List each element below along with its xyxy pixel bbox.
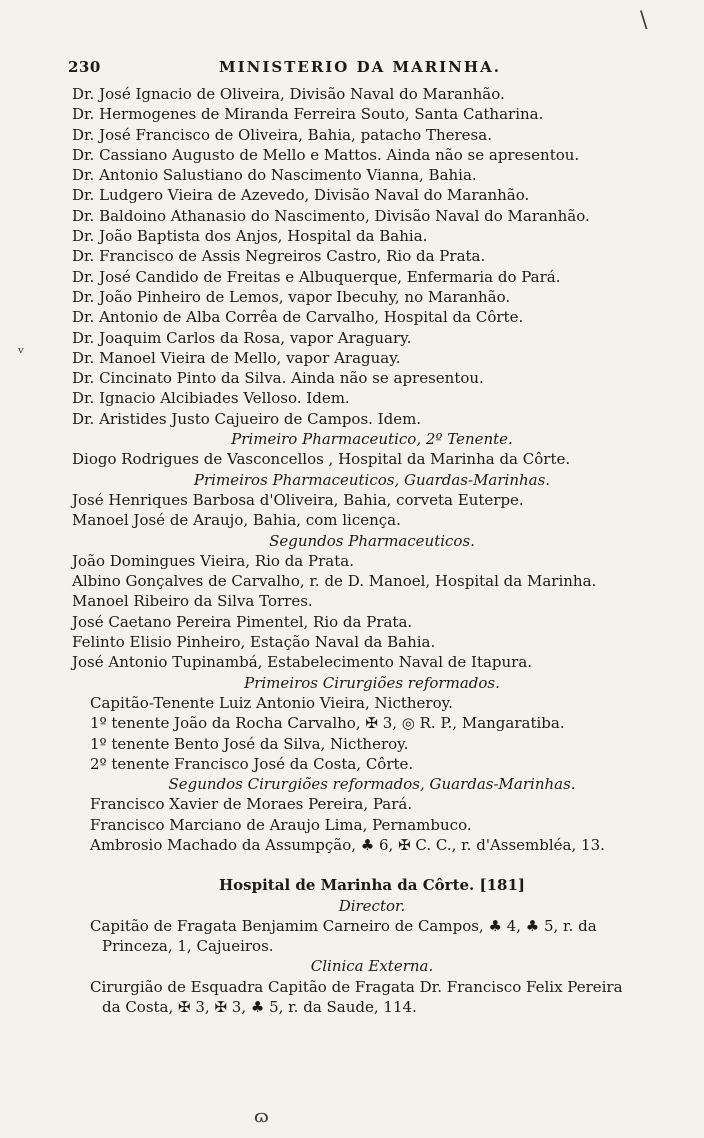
- list-item: 2º tenente Francisco José da Costa, Côrte.: [90, 754, 414, 773]
- list-item: Dr. Aristides Justo Cajueiro de Campos. Idem.: [72, 409, 422, 428]
- hospital-title: Hospital de Marinha da Côrte. [181]: [218, 876, 525, 895]
- section-heading-director: Director.: [338, 896, 406, 915]
- list-item: José Henriques Barbosa d'Oliveira, Bahia, corveta Euterpe.: [72, 490, 524, 509]
- clinica-line: Cirurgião de Esquadra Capitão de Fragata Dr. Francisco Felix Pereira: [90, 977, 623, 996]
- section-gap: [72, 855, 672, 875]
- bottom-scribble: ɷ: [254, 1106, 269, 1127]
- page-header: [60, 58, 660, 82]
- text-body: [72, 84, 672, 1017]
- margin-mark: \: [640, 8, 648, 33]
- list-item: Dr. João Baptista dos Anjos, Hospital da Bahia.: [72, 227, 428, 246]
- list-item: Ambrosio Machado da Assumpção, ♣ 6, ✠ C. C., r. d'Assembléa, 13.: [90, 835, 605, 854]
- list-item: Dr. José Candido de Freitas e Albuquerque, Enfermaria do Pará.: [72, 267, 561, 286]
- section-heading-clinica: Clinica Externa.: [310, 957, 434, 976]
- list-item: João Domingues Vieira, Rio da Prata.: [72, 551, 354, 570]
- list-item: Francisco Marciano de Araujo Lima, Pernambuco.: [90, 815, 472, 834]
- list-item: José Antonio Tupinambá, Estabelecimento Naval de Itapura.: [72, 653, 533, 672]
- list-item: Dr. Cassiano Augusto de Mello e Mattos. Ainda não se apresentou.: [72, 145, 580, 164]
- list-item: Dr. Joaquim Carlos da Rosa, vapor Araguary.: [72, 328, 412, 347]
- section-heading: Primeiro Pharmaceutico, 2º Tenente.: [231, 430, 513, 449]
- list-item: 1º tenente Bento José da Silva, Nictheroy.: [90, 734, 409, 753]
- list-item: Diogo Rodrigues de Vasconcellos , Hospital da Marinha da Côrte.: [72, 450, 571, 469]
- list-item: Dr. Ludgero Vieira de Azevedo, Divisão Naval do Maranhão.: [72, 186, 530, 205]
- list-item: Capitão-Tenente Luiz Antonio Vieira, Nictheroy.: [90, 693, 453, 712]
- margin-check-mark: ᵥ: [18, 338, 24, 357]
- list-item: Dr. Antonio Salustiano do Nascimento Vianna, Bahia.: [72, 166, 477, 185]
- director-line: Capitão de Fragata Benjamim Carneiro de Campos, ♣ 4, ♣ 5, r. da: [90, 916, 597, 935]
- list-item: Dr. Francisco de Assis Negreiros Castro, Rio da Prata.: [72, 247, 486, 266]
- section-heading: Primeiros Pharmaceuticos, Guardas-Marinhas.: [193, 470, 551, 489]
- list-item: Dr. José Francisco de Oliveira, Bahia, patacho Theresa.: [72, 125, 492, 144]
- section-heading: Segundos Pharmaceuticos.: [269, 531, 475, 550]
- running-title: MINISTERIO DA MARINHA.: [219, 58, 501, 76]
- list-item: Manoel José de Araujo, Bahia, com licença.: [72, 511, 401, 530]
- page-number: 230: [68, 58, 101, 76]
- list-item: Dr. Antonio de Alba Corrêa de Carvalho, Hospital da Côrte.: [72, 308, 524, 327]
- list-item: Francisco Xavier de Moraes Pereira, Pará.: [90, 795, 413, 814]
- list-item: José Caetano Pereira Pimentel, Rio da Prata.: [72, 612, 413, 631]
- clinica-line-continued: da Costa, ✠ 3, ✠ 3, ♣ 5, r. da Saude, 114.: [102, 998, 417, 1017]
- director-line-continued: Princeza, 1, Cajueiros.: [102, 937, 274, 956]
- list-item: Dr. Ignacio Alcibiades Velloso. Idem.: [72, 389, 350, 408]
- section-heading: Primeiros Cirurgiões reformados.: [244, 673, 500, 692]
- list-item: Dr. Hermogenes de Miranda Ferreira Souto, Santa Catharina.: [72, 105, 544, 124]
- list-item: Dr. Cincinato Pinto da Silva. Ainda não se apresentou.: [72, 369, 484, 388]
- list-item: Dr. Manoel Vieira de Mello, vapor Araguay.: [72, 348, 401, 367]
- list-item: Dr. Baldoino Athanasio do Nascimento, Divisão Naval do Maranhão.: [72, 206, 590, 225]
- list-item: Dr. João Pinheiro de Lemos, vapor Ibecuhy, no Maranhão.: [72, 287, 511, 306]
- list-item: Manoel Ribeiro da Silva Torres.: [72, 592, 313, 611]
- list-item: Albino Gonçalves de Carvalho, r. de D. Manoel, Hospital da Marinha.: [72, 572, 597, 591]
- section-heading: Segundos Cirurgiões reformados, Guardas-Marinhas.: [168, 775, 576, 794]
- list-item: 1º tenente João da Rocha Carvalho, ✠ 3, ◎ R. P., Mangaratiba.: [90, 714, 565, 733]
- list-item: Felinto Elisio Pinheiro, Estação Naval da Bahia.: [72, 633, 436, 652]
- list-item: Dr. José Ignacio de Oliveira, Divisão Naval do Maranhão.: [72, 85, 505, 103]
